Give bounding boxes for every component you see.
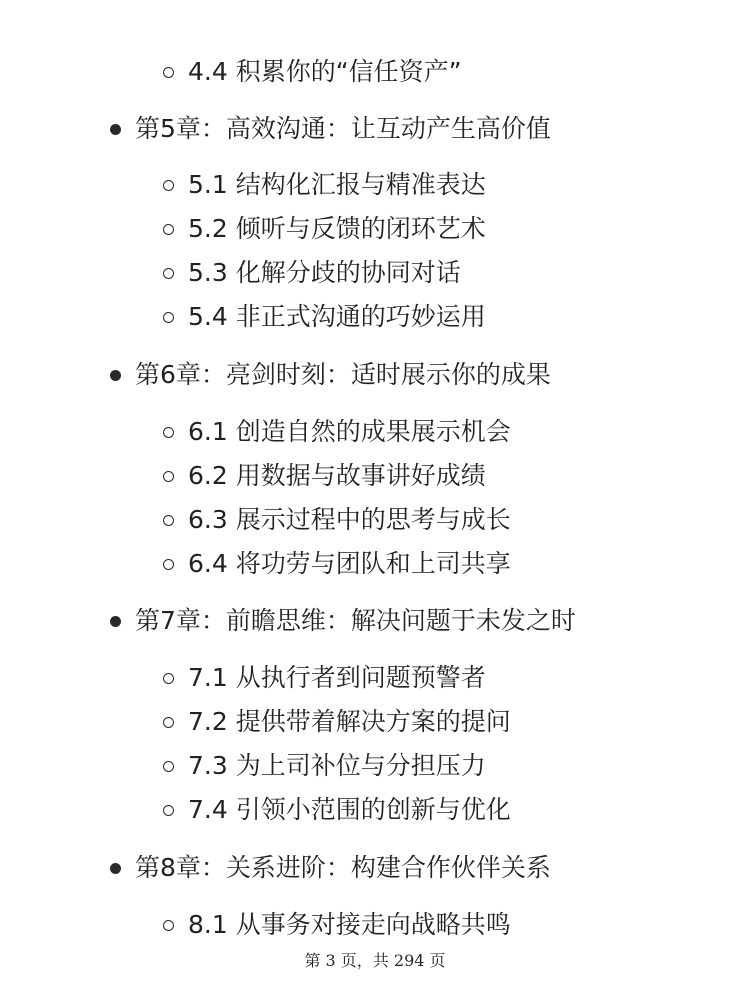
page-number-footer: 第 3 页，共 294 页 bbox=[304, 951, 446, 970]
hollow-bullet-icon bbox=[163, 515, 174, 526]
hollow-bullet-icon bbox=[163, 717, 174, 728]
hollow-bullet-icon bbox=[163, 471, 174, 482]
section-item: 6.3 展示过程中的思考与成长 bbox=[188, 505, 511, 534]
chapter-item: 第7章：前瞻思维：解决问题于未发之时 bbox=[135, 606, 576, 635]
section-item: 6.1 创造自然的成果展示机会 bbox=[188, 417, 511, 446]
hollow-bullet-icon bbox=[163, 761, 174, 772]
hollow-bullet-icon bbox=[163, 224, 174, 235]
chapter-item: 第5章：高效沟通：让互动产生高价值 bbox=[135, 114, 551, 143]
section-item: 7.3 为上司补位与分担压力 bbox=[188, 751, 486, 780]
chapter-item: 第6章：亮剑时刻：适时展示你的成果 bbox=[135, 360, 551, 389]
section-item: 7.4 引领小范围的创新与优化 bbox=[188, 795, 511, 824]
hollow-bullet-icon bbox=[163, 805, 174, 816]
hollow-bullet-icon bbox=[163, 268, 174, 279]
filled-bullet-icon bbox=[110, 370, 121, 381]
hollow-bullet-icon bbox=[163, 920, 174, 931]
section-item: 6.4 将功劳与团队和上司共享 bbox=[188, 549, 511, 578]
hollow-bullet-icon bbox=[163, 673, 174, 684]
section-item: 5.2 倾听与反馈的闭环艺术 bbox=[188, 214, 486, 243]
hollow-bullet-icon bbox=[163, 559, 174, 570]
hollow-bullet-icon bbox=[163, 67, 174, 78]
hollow-bullet-icon bbox=[163, 180, 174, 191]
filled-bullet-icon bbox=[110, 124, 121, 135]
filled-bullet-icon bbox=[110, 616, 121, 627]
hollow-bullet-icon bbox=[163, 312, 174, 323]
chapter-item: 第8章：关系进阶：构建合作伙伴关系 bbox=[135, 853, 551, 882]
section-item: 5.3 化解分歧的协同对话 bbox=[188, 258, 461, 287]
section-item: 6.2 用数据与故事讲好成绩 bbox=[188, 461, 486, 490]
hollow-bullet-icon bbox=[163, 427, 174, 438]
filled-bullet-icon bbox=[110, 863, 121, 874]
section-item: 7.2 提供带着解决方案的提问 bbox=[188, 707, 511, 736]
section-item: 5.4 非正式沟通的巧妙运用 bbox=[188, 302, 486, 331]
section-item: 4.4 积累你的“信任资产” bbox=[188, 57, 462, 86]
section-item: 5.1 结构化汇报与精准表达 bbox=[188, 170, 486, 199]
section-item: 7.1 从执行者到问题预警者 bbox=[188, 663, 486, 692]
section-item: 8.1 从事务对接走向战略共鸣 bbox=[188, 910, 511, 939]
